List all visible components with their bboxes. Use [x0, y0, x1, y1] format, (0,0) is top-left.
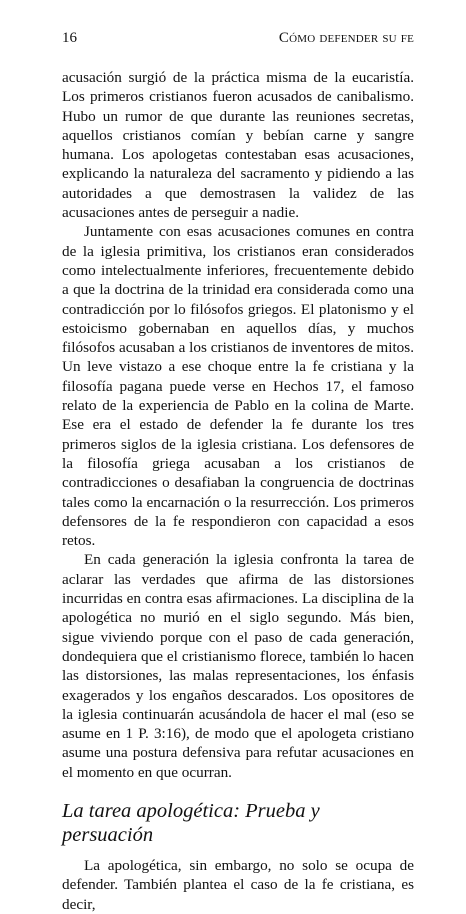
body-text — [62, 68, 414, 914]
page-number: 16 — [62, 30, 77, 46]
paragraph: La apologética, sin embargo, no solo se ocupa de defender. También plantea el caso de la fe cristiana, es decir, — [62, 856, 414, 913]
paragraph-continuation: acusación surgió de la práctica misma de la eucaristía. Los primeros cristianos fueron acusados de canibalismo. Hubo un rumor de que durante las reuniones secretas, aquellos cristianos comían y bebían carne y sangre humana. Los apologetas contestaban esas acusaciones, explicando la naturaleza del sacramento y pidiendo a las autoridades a que demostrasen la validez de las acusaciones antes de perseguir a nadie. — [62, 69, 414, 222]
section-heading: La tarea apologética: Prueba y persuación — [62, 799, 320, 846]
running-head — [62, 30, 414, 50]
paragraph: En cada generación la iglesia confronta la tarea de aclarar las verdades que afirma de las distorsiones incurridas en contra esas afirmaciones. La disciplina de la apologética no murió en el siglo segundo. Más bien, sigue viviendo porque con el paso de cada generación, dondequiera que el cristianismo florece, también lo hacen las distorsiones, las malas representaciones, los énfasis exagerados y los engaños descarados. Los opositores de la iglesia continuarán acusándola de hacer el mal (eso se asume en 1 P. 3:16), de modo que el apologeta cristiano asume una postura defensiva para refutar acusaciones en el momento en que ocurran. — [62, 551, 414, 781]
running-title: Cómo defender su fe — [278, 30, 414, 46]
paragraph: Juntamente con esas acusaciones comunes en contra de la iglesia primitiva, los cristianos eran considerados como intelectualmente inferiores, frecuentemente debido a que la doctrina de la trinidad era considerada como una contradicción por lo filósofos griegos. El platonismo y el estoicismo gobernaban en aquellos días, y muchos filósofos acusaban a los cristianos de inventores de mitos. Un leve vistazo a ese choque entre la fe cristiana y la filosofía pagana puede verse en Hechos 17, el famoso relato de la experiencia de Pablo en la colina de Marte. Ese era el estado de defender la fe durante los tres primeros siglos de la iglesia cristiana. Los defensores de la filosofía griega acusaban a los cristianos de contradicciones o desafiaban la congruencia de doctrinas tales como la encarnación o la resurrección. Los primeros defensores de la fe respondieron con capacidad a esos retos. — [62, 223, 414, 550]
